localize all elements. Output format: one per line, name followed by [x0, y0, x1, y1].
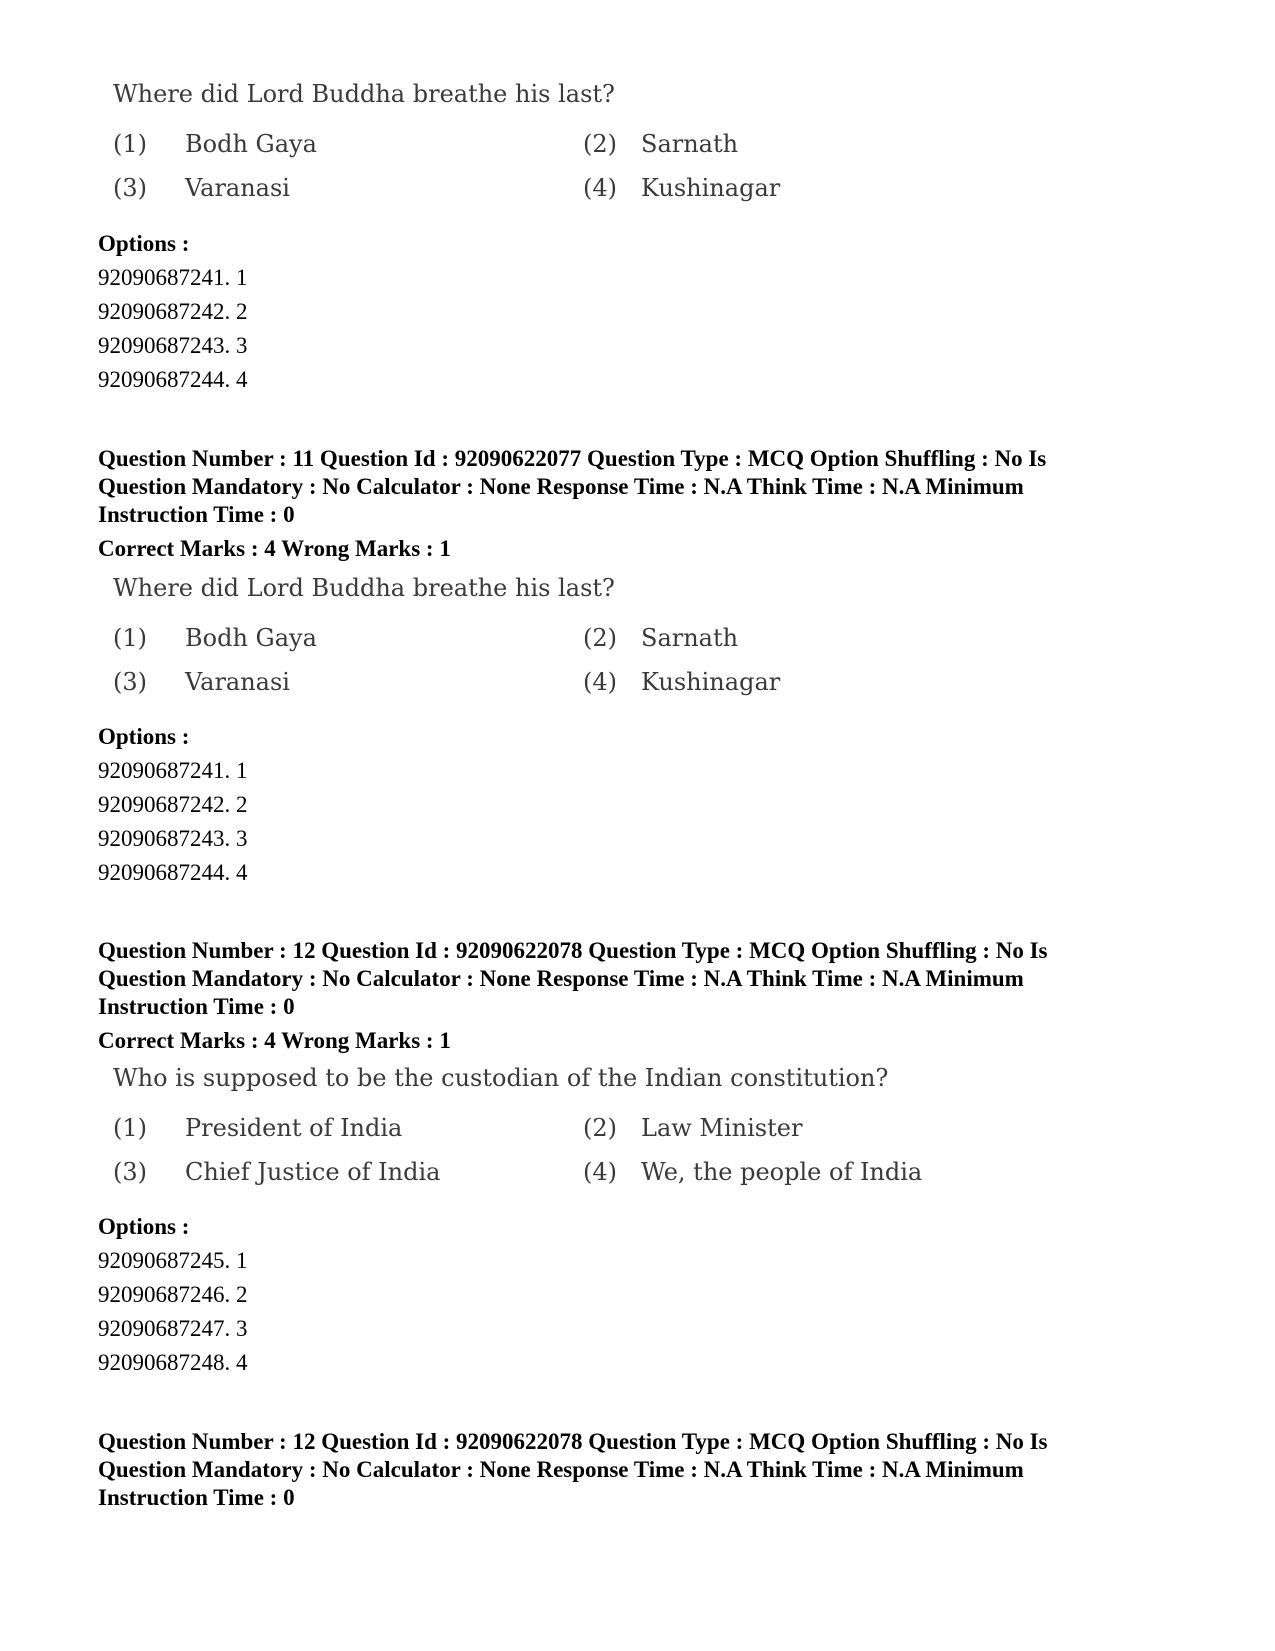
options-list [98, 720, 248, 890]
options-label: Options : [98, 724, 190, 749]
choice-number: (1) [113, 130, 147, 158]
option-item: 92090687241. 1 [98, 265, 248, 290]
choice-text: Bodh Gaya [185, 130, 317, 158]
choice-1 [113, 130, 317, 158]
choice-text: Bodh Gaya [185, 624, 317, 652]
choice-grid [113, 624, 873, 720]
option-item: 92090687247. 3 [98, 1316, 248, 1341]
marks-line: Correct Marks : 4 Wrong Marks : 1 [98, 536, 451, 561]
meta-line: Question Number : 12 Question Id : 92090622078 Question Type : MCQ Option Shuffling : No Is [98, 938, 1048, 963]
options-list [98, 1210, 248, 1380]
choice-number: (3) [113, 1158, 147, 1186]
choice-4 [583, 668, 780, 696]
choice-text: Chief Justice of India [185, 1158, 441, 1186]
option-item: 92090687244. 4 [98, 860, 248, 885]
choice-3 [113, 668, 290, 696]
choice-number: (1) [113, 624, 147, 652]
options-label: Options : [98, 231, 190, 256]
options-list [98, 227, 248, 397]
choice-number: (2) [583, 130, 617, 158]
choice-number: (4) [583, 1158, 617, 1186]
option-item: 92090687241. 1 [98, 758, 248, 783]
choice-1 [113, 1114, 402, 1142]
choice-3 [113, 1158, 440, 1186]
choice-text: Kushinagar [641, 668, 781, 696]
choice-text: Sarnath [641, 130, 739, 158]
choice-number: (2) [583, 624, 617, 652]
question-text: Where did Lord Buddha breathe his last? [113, 574, 615, 602]
choice-2 [583, 624, 738, 652]
meta-line: Instruction Time : 0 [98, 994, 295, 1019]
meta-line: Instruction Time : 0 [98, 502, 295, 527]
option-item: 92090687243. 3 [98, 333, 248, 358]
choice-grid [113, 130, 873, 226]
choice-text: Varanasi [185, 174, 290, 202]
question-text: Where did Lord Buddha breathe his last? [113, 80, 615, 108]
marks-line: Correct Marks : 4 Wrong Marks : 1 [98, 1028, 451, 1053]
choice-grid [113, 1114, 923, 1210]
option-item: 92090687244. 4 [98, 367, 248, 392]
choice-text: Kushinagar [641, 174, 781, 202]
meta-line: Question Number : 11 Question Id : 92090622077 Question Type : MCQ Option Shuffling : No Is [98, 446, 1047, 471]
option-item: 92090687246. 2 [98, 1282, 248, 1307]
meta-line: Instruction Time : 0 [98, 1485, 295, 1510]
meta-line: Question Number : 12 Question Id : 92090622078 Question Type : MCQ Option Shuffling : No Is [98, 1429, 1048, 1454]
choice-number: (4) [583, 174, 617, 202]
question-meta [98, 445, 1188, 563]
choice-text: President of India [185, 1114, 403, 1142]
option-item: 92090687245. 1 [98, 1248, 248, 1273]
choice-number: (2) [583, 1114, 617, 1142]
choice-number: (4) [583, 668, 617, 696]
meta-line: Question Mandatory : No Calculator : None Response Time : N.A Think Time : N.A Minimum [98, 474, 1024, 499]
choice-1 [113, 624, 317, 652]
choice-text: Law Minister [641, 1114, 803, 1142]
meta-line: Question Mandatory : No Calculator : None Response Time : N.A Think Time : N.A Minimum [98, 966, 1024, 991]
choice-3 [113, 174, 290, 202]
option-item: 92090687243. 3 [98, 826, 248, 851]
option-item: 92090687242. 2 [98, 299, 248, 324]
choice-4 [583, 174, 780, 202]
option-item: 92090687248. 4 [98, 1350, 248, 1375]
choice-text: We, the people of India [641, 1158, 923, 1186]
choice-text: Sarnath [641, 624, 739, 652]
choice-number: (1) [113, 1114, 147, 1142]
options-label: Options : [98, 1214, 190, 1239]
choice-number: (3) [113, 174, 147, 202]
choice-2 [583, 130, 738, 158]
question-meta [98, 1428, 1188, 1512]
question-image [113, 80, 873, 226]
option-item: 92090687242. 2 [98, 792, 248, 817]
question-meta [98, 937, 1188, 1055]
choice-2 [583, 1114, 802, 1142]
choice-number: (3) [113, 668, 147, 696]
question-text: Who is supposed to be the custodian of the Indian constitution? [113, 1064, 889, 1092]
question-image [113, 574, 873, 720]
question-image [113, 1064, 923, 1210]
choice-4 [583, 1158, 922, 1186]
meta-line: Question Mandatory : No Calculator : None Response Time : N.A Think Time : N.A Minimum [98, 1457, 1024, 1482]
choice-text: Varanasi [185, 668, 290, 696]
